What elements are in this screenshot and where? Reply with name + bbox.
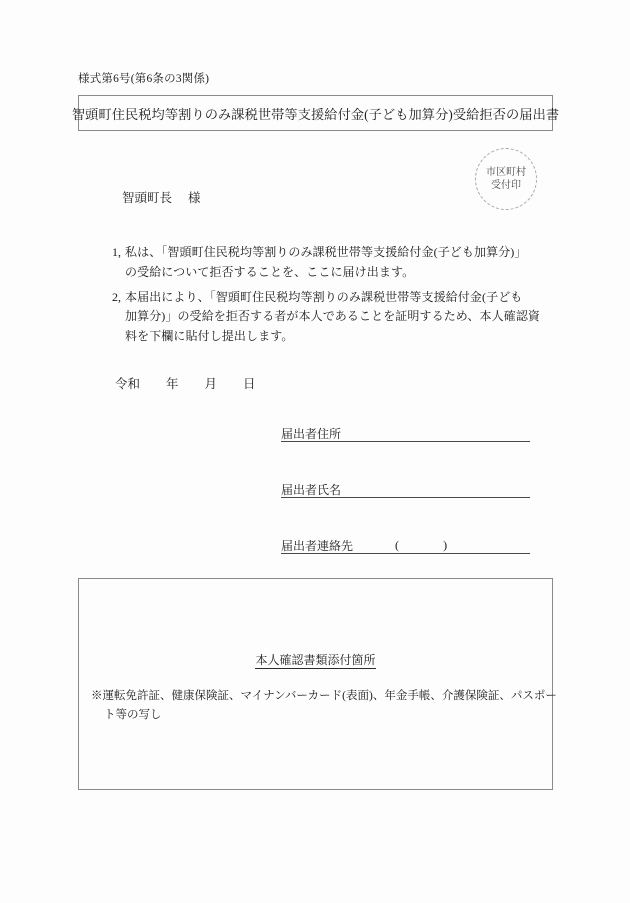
era-label: 令和 <box>115 377 141 391</box>
applicant-contact-field[interactable] <box>281 535 530 554</box>
item-line: 私は、「智頭町住民税均等割りのみ課税世帯等支援給付金(子ども加算分)」 <box>125 245 527 259</box>
attachment-note-line-2: ト等の写し <box>104 708 162 721</box>
applicant-address-label: 届出者住所 <box>281 426 342 441</box>
form-title: 智頭町住民税均等割りのみ課税世帯等支援給付金(子ども加算分)受給拒否の届出書 <box>71 106 560 122</box>
applicant-contact-label: 届出者連絡先 <box>281 538 354 553</box>
declaration-item <box>112 288 552 347</box>
item-body <box>125 288 552 347</box>
year-unit: 年 <box>166 377 179 391</box>
municipal-receipt-seal <box>475 148 537 210</box>
attachment-heading: 本人確認書類添付箇所 <box>255 653 376 667</box>
identity-document-attachment-box[interactable] <box>78 578 557 790</box>
form-title-box <box>71 95 560 131</box>
item-line: の受給について拒否することを、ここに届け出ます。 <box>125 264 415 279</box>
date-line[interactable] <box>115 374 256 392</box>
item-line: 加算分)」の受給を拒否する者が本人であることを証明するため、本人確認資 <box>125 309 541 324</box>
applicant-name-label: 届出者氏名 <box>281 482 342 497</box>
seal-line-1: 市区町村 <box>486 166 526 178</box>
paren-close: ) <box>443 538 448 552</box>
applicant-address-field[interactable] <box>281 423 530 442</box>
month-unit: 月 <box>204 377 218 391</box>
addressee <box>122 188 201 206</box>
day-unit: 日 <box>243 377 256 391</box>
attachment-note <box>91 687 557 725</box>
attachment-note-line-1: ※運転免許証、健康保険証、マイナンバーカード(表面)、年金手帳、介護保険証、パスポー <box>91 690 557 702</box>
applicant-name-field[interactable] <box>281 479 530 498</box>
item-line: 本届出により、「智頭町住民税均等割りのみ課税世帯等支援給付金(子ども <box>125 289 523 304</box>
addressee-name: 智頭町長 <box>122 191 173 205</box>
phone-paren-group <box>395 538 447 553</box>
item-marker: 2, <box>112 289 121 304</box>
item-marker: 1, <box>112 245 121 259</box>
attachment-heading-wrapper <box>79 651 552 669</box>
seal-line-2: 受付印 <box>491 180 521 191</box>
form-number-label: 様式第6号(第6条の3関係) <box>78 73 210 85</box>
item-line: 料を下欄に貼付し提出します。 <box>125 329 294 344</box>
paren-open: ( <box>395 538 400 552</box>
addressee-honorific: 様 <box>188 191 201 205</box>
declaration-list <box>112 243 552 352</box>
declaration-item <box>112 243 552 283</box>
item-body <box>125 243 552 283</box>
